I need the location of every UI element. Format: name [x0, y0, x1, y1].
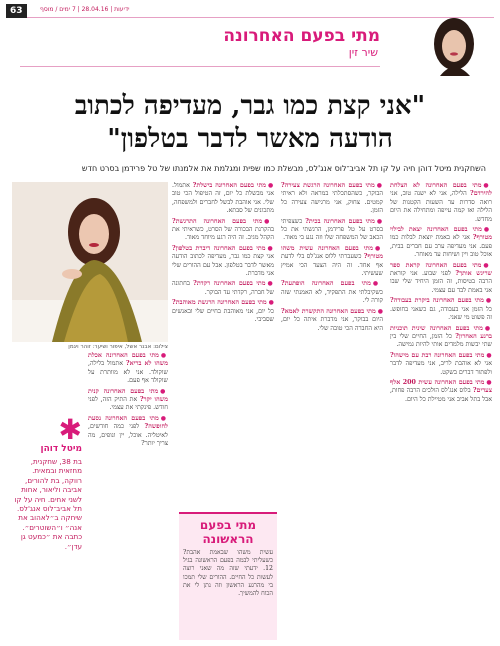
- top-strip: [6, 4, 494, 18]
- issue-info: ידיעות | 28.04.16 | 7 ימים / מוסף: [40, 6, 130, 13]
- question: ● מתי בפעם האחרונה הרגשת צעירה?: [281, 182, 383, 189]
- answer: את התיק הזה, לפני חודש. פינקתי את עצמי.: [88, 396, 168, 412]
- bio-text: בת 38, שחקנית, מחזאית ובמאית. רווקה, בת להורים, אביבה וליאור, אחות לשני אחים. חיה על קו תל אביב־לוס אנג'לס. שיחקה ב״לאהוב את אנה״ ו״השוטרים״. כתבה את ״כמעט גן עדן״.: [14, 457, 82, 551]
- question: ● מתי בפעם האחרונה רקדת?: [193, 280, 274, 287]
- answer: בחתונה של חברה, רקדתי עד הבוקר.: [172, 280, 274, 296]
- question: ● מתי בפעם האחרונה שינית תוכניות ברגע האחרון?: [390, 325, 492, 340]
- answer: היום בבוקר, אני מדברת איתה כל יום, היא החברה הכי טובה שלי.: [281, 316, 383, 332]
- qa-item: [88, 388, 168, 413]
- qa-item: [390, 379, 492, 404]
- qa-item: [281, 218, 383, 243]
- question: ● מתי בפעם האחרונה יצאת לבילוי מטורף?: [390, 226, 492, 241]
- column-1: [390, 182, 492, 640]
- first-time-box: [179, 512, 277, 640]
- qa-item: [88, 352, 168, 386]
- question: ● מתי בפעם האחרונה ביקרת בעבודה?: [390, 297, 492, 304]
- question: ● מתי בפעם האחרונה הופתעת?: [281, 280, 383, 287]
- answer: לפני כמה חודשים, לאיטליה. אוכל, יין ונופים, מה צריך יותר?: [88, 423, 168, 448]
- section-title: מתי בפעם האחרונה: [223, 26, 380, 46]
- question: ● מתי בפעם האחרונה בכית?: [305, 218, 383, 225]
- question: ● מתי בפעם האחרונה עשית משהו מטורף?: [281, 245, 383, 260]
- bio-name: מיטל דוהן: [40, 444, 82, 454]
- qa-item: [390, 325, 492, 350]
- answer: אני לא באמת יוצאת לבלות כמו פעם. אני מעדיפה ערב עם חברים בבית, אוכל טוב ויין ושיחות עד מאוחר.: [390, 234, 492, 259]
- qa-item: [390, 262, 492, 296]
- headline-line-1: "אני קצת כמו גבר, מעדיפה לכתוב: [74, 91, 426, 121]
- question: ● מתי בפעם האחרונה קראת ספר שריגש אותך?: [390, 262, 492, 277]
- photo-caption: צילום: אבנר אשל, איפור ושיער: זוהר ויגמן: [68, 344, 168, 350]
- author-avatar: [392, 18, 492, 76]
- answer: כשקיבלתי את התפקיד, לא האמנתי שזה קורה לי.: [281, 288, 383, 305]
- question: ● מתי בפעם האחרונה התרגשת?: [172, 218, 274, 225]
- qa-item: [172, 245, 274, 279]
- qa-item: [172, 218, 274, 243]
- qa-item: [172, 280, 274, 297]
- qa-item: [281, 182, 383, 216]
- question: ● מתי בפעם האחרונה לא הצלחת להירדם?: [390, 182, 492, 197]
- page-number: 63: [6, 4, 27, 18]
- byline: שיר זין: [348, 46, 378, 59]
- question: ● מתי בפעם האחרונה הרגשת מאוהבת?: [172, 299, 274, 306]
- qa-item: [390, 226, 492, 260]
- answer: אתמול בלילה, שוקולד. אני לא מוותרת על שוקולד אף פעם.: [88, 360, 168, 385]
- question: ● מתי בפעם האחרונה בישלת?: [193, 182, 274, 189]
- bio-box: [12, 413, 82, 640]
- answer: בלוס אנג'לס הולכים הרבה פחות, אבל בתל אביב אני מטיילת כל היום.: [390, 387, 492, 403]
- answer: אני קצת כמו גבר, מעדיפה לכתוב הודעה מאשר לדבר בטלפון. אבל עם ההורים שלי אני מדברת.: [172, 253, 274, 278]
- qa-item: [390, 297, 492, 322]
- qa-item: [281, 245, 383, 279]
- qa-item: [88, 415, 168, 449]
- answer: כל הזמן אני בעבודה, גם כשאני בחופש. זה פשוט מי שאני.: [390, 305, 492, 322]
- qa-item: [390, 182, 492, 224]
- column-2: [281, 182, 383, 640]
- answer: כל הזמן, החיים שלי בין שתי יבשות מלמדים אותי להיות גמישה.: [390, 332, 492, 349]
- answer: כל יום, אני מאוהבת בחיים שלי ובאנשים שסביבי.: [172, 307, 274, 324]
- asterisk-icon: ✱: [58, 413, 82, 446]
- qa-item: [172, 299, 274, 324]
- headline: [14, 90, 486, 156]
- first-time-title: מתי בפעם הראשונה: [199, 518, 257, 546]
- qa-item: [281, 308, 383, 333]
- section-divider: [20, 66, 380, 67]
- answer: הלילה, אני לא ישנה טוב, אני רואה סדרות עד השעות הקטנות של הלילה ואז קמה עייפה ומתחילה את היום מחדש.: [390, 190, 492, 223]
- qa-item: [390, 352, 492, 377]
- question: ● מתי בפעם האחרונה נסעת לחופשה?: [88, 415, 168, 430]
- answer: לפני שבוע. אני קוראת הרבה בטיסות, זה הזמן היחיד שלי שבו אני באמת לבד עם עצמי.: [390, 270, 492, 294]
- answer: בהקרנת הבכורה של הסרט, כשראיתי את הקהל מגיב. זה היה רגע מיוחד מאוד.: [172, 226, 274, 242]
- column-4: [88, 352, 168, 640]
- question: ● מתי בפעם האחרונה קנית משהו יקר?: [88, 388, 168, 403]
- question: ● מתי בפעם האחרונה עשית 200 אלף צעדים?: [390, 379, 492, 394]
- answer: הבוקר, כשהסתכלתי במראה ולא ראיתי קמטים. צחוק, אני מרגישה צעירה כל הזמן.: [281, 190, 383, 215]
- first-time-text: עשית משהו שבאמת אהבת? כשעליתי לבמה בפעם הראשונה בגיל 12. ידעתי שזה מה שאני רוצה לעשות כל החיים. ההורים שלי תמכו בי מהרגע הראשון וזה נתן לי את הכוח להמשיך.: [183, 549, 273, 598]
- qa-item: [172, 182, 274, 216]
- answer: אני לא אוהבת לריב, אני מעדיפה לדבר ולפתור דברים בשקט.: [390, 360, 492, 376]
- question: ● מתי בפעם האחרונה רבת עם מישהו?: [390, 352, 492, 359]
- question: ● מתי בפעם האחרונה התקשרת לאמא?: [281, 308, 383, 315]
- standfirst: השחקנית מיטל דוהן חיה על קו תל אביב־לוס אנג'לס, מבשלת כמו שפית ומגלמת את אלמנתו של טל פרידמן בסרט חדש: [81, 164, 486, 173]
- answer: כשצפיתי בסרט על טל פרידמן, הרגשתי את כל הכאב של המשפחה שלו וזה נגע בי מאוד.: [281, 217, 383, 242]
- question: ● מתי בפעם האחרונה אכלת משהו לא בריא?: [88, 352, 168, 367]
- qa-item: [281, 280, 383, 305]
- question: ● מתי בפעם האחרונה דיברת בטלפון?: [172, 245, 274, 252]
- answer: כשעברתי ללוס אנג'לס בלי לדעת אף אחד. זה היה הצעד הכי אמיץ שעשיתי.: [281, 253, 383, 278]
- answer: אתמול. אני מבשלת כל יום, זה הטיפול הכי טוב שלי. אני אוהבת לבשל לחברים ולמשפחה, מתכונים של סבתא.: [172, 182, 274, 215]
- headline-line-2: הודעה מאשר לדבר בטלפון": [107, 124, 393, 154]
- portrait-photo: [12, 182, 168, 342]
